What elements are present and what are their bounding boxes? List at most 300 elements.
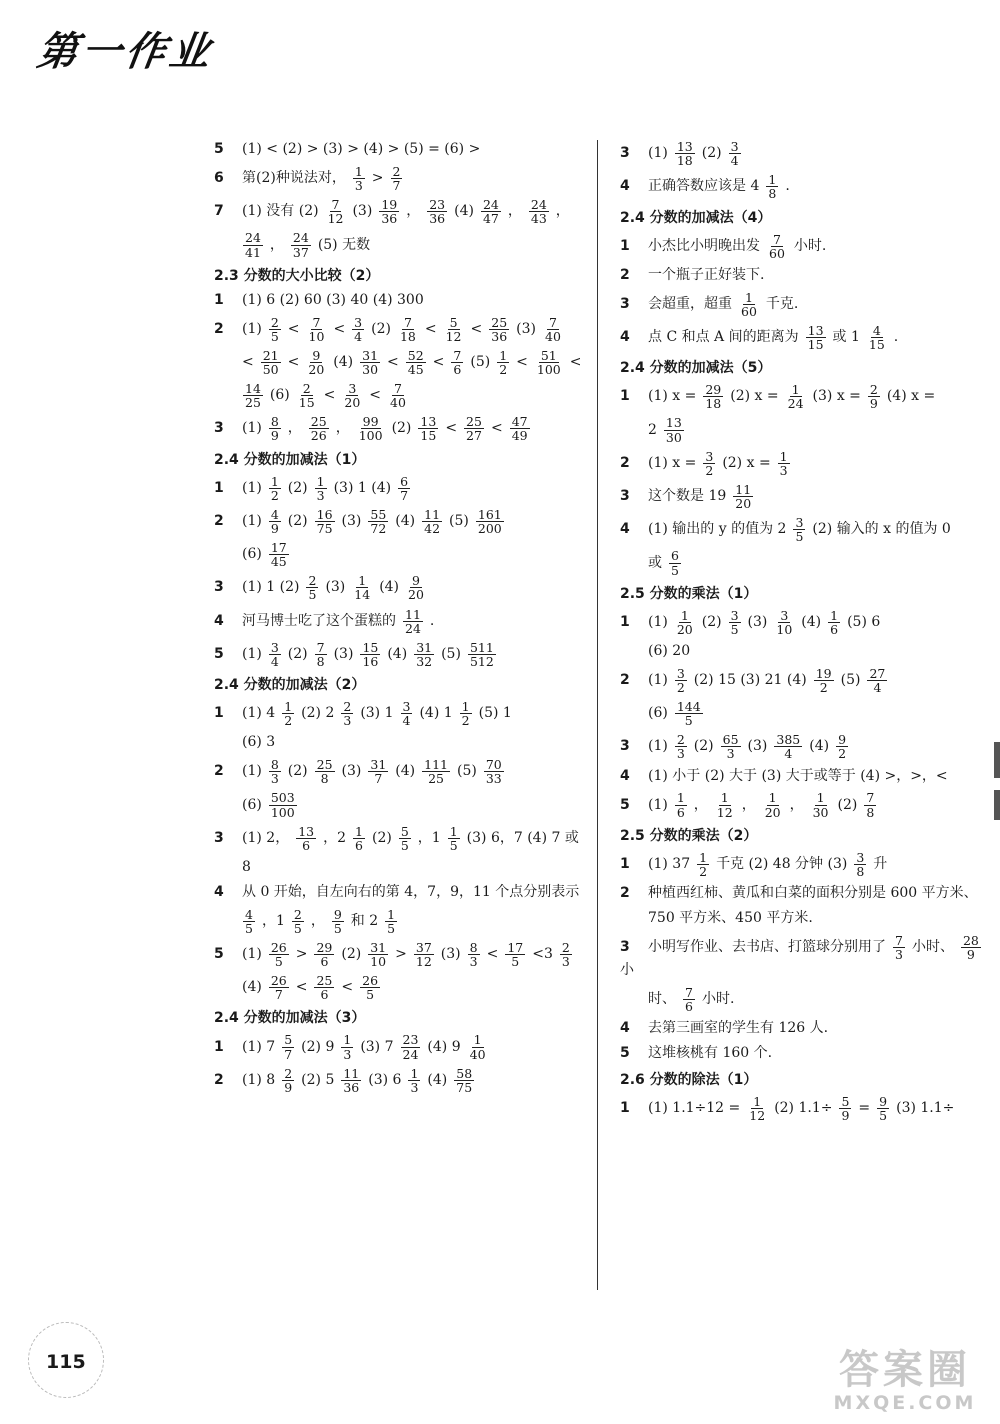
fraction-numerator: 3 bbox=[780, 607, 789, 623]
fraction-numerator: 3 bbox=[856, 849, 865, 865]
fraction-numerator: 23 bbox=[429, 197, 446, 213]
answer-text: < bbox=[569, 353, 582, 370]
answer-text: (6) 3 bbox=[242, 734, 276, 751]
fraction-numerator: 2 bbox=[284, 1065, 293, 1081]
fraction-denominator: 24 bbox=[787, 396, 804, 412]
question-number: 5 bbox=[214, 946, 224, 963]
answer-text: < bbox=[432, 353, 445, 370]
fraction bbox=[297, 382, 317, 409]
fraction-numerator: 1 bbox=[410, 1065, 419, 1081]
fraction-numerator: 8 bbox=[270, 757, 279, 773]
fraction bbox=[401, 700, 413, 727]
fraction-numerator: 1 bbox=[270, 473, 279, 489]
fraction bbox=[314, 941, 334, 968]
answer-text: (4) bbox=[395, 512, 416, 529]
section-heading: 2.5 分数的乘法（1） bbox=[620, 585, 758, 602]
fraction bbox=[739, 291, 759, 318]
fraction-denominator: 16 bbox=[362, 653, 379, 669]
fraction bbox=[543, 316, 563, 343]
answer-text: 正确答数应该是 4 bbox=[648, 178, 760, 195]
question-number: 4 bbox=[214, 612, 224, 629]
fraction-denominator: 20 bbox=[735, 496, 752, 512]
fraction-numerator: 1 bbox=[284, 699, 293, 715]
fraction-numerator: 65 bbox=[722, 732, 739, 748]
answer-continuation bbox=[620, 909, 990, 928]
section-heading: 2.4 分数的加减法（2） bbox=[214, 677, 366, 694]
answer-text: (2) x = bbox=[730, 388, 779, 405]
answer-text: (1) bbox=[242, 320, 262, 337]
answer-text: > bbox=[371, 170, 384, 187]
answer-item bbox=[214, 508, 586, 535]
fraction-denominator: 5 bbox=[293, 920, 302, 936]
answer-text: ， bbox=[406, 203, 421, 220]
answer-text: (1) 小于 (2) 大于 (3) 大于或等于 (4) >，>，< bbox=[648, 767, 948, 784]
fraction bbox=[269, 475, 281, 502]
answer-text: 或 1 bbox=[832, 329, 860, 346]
answer-item bbox=[620, 233, 990, 260]
answer-item bbox=[214, 198, 586, 225]
answer-column-right bbox=[620, 140, 990, 1128]
fraction bbox=[560, 941, 572, 968]
answer-text: ， bbox=[789, 796, 804, 813]
fraction-numerator: 26 bbox=[270, 973, 287, 989]
answer-text: (2) bbox=[701, 145, 722, 162]
fraction bbox=[398, 475, 410, 502]
fraction-numerator: 7 bbox=[316, 639, 325, 655]
fraction-numerator: 3 bbox=[402, 699, 411, 715]
answer-text: (4) bbox=[333, 353, 354, 370]
fraction bbox=[961, 934, 981, 961]
answer-text: < bbox=[333, 320, 346, 337]
question-number: 5 bbox=[620, 1044, 630, 1061]
answer-continuation bbox=[620, 549, 990, 576]
page-number: 115 bbox=[46, 1351, 86, 1373]
fraction-denominator: 30 bbox=[362, 361, 379, 377]
question-number: 3 bbox=[620, 145, 630, 162]
fraction-denominator: 9 bbox=[841, 1108, 850, 1123]
fraction-denominator: 100 bbox=[358, 428, 383, 444]
fraction bbox=[729, 609, 741, 636]
answer-continuation bbox=[620, 700, 990, 727]
fraction bbox=[243, 231, 263, 258]
fraction bbox=[675, 667, 687, 694]
fraction-numerator: 24 bbox=[530, 197, 547, 213]
answer-text: (3) bbox=[341, 763, 362, 780]
fraction-denominator: 5 bbox=[366, 987, 375, 1003]
fraction-denominator: 49 bbox=[511, 428, 528, 444]
answer-text: (2) bbox=[391, 420, 412, 437]
fraction bbox=[282, 1033, 294, 1060]
fraction bbox=[314, 974, 334, 1001]
fraction-denominator: 2 bbox=[499, 361, 508, 377]
fraction-numerator: 24 bbox=[292, 230, 309, 246]
fraction-denominator: 20 bbox=[344, 395, 361, 411]
fraction bbox=[683, 986, 695, 1013]
fraction-numerator: 9 bbox=[838, 732, 847, 748]
fraction-numerator: 1 bbox=[354, 163, 363, 179]
fraction-numerator: 27 bbox=[869, 665, 886, 681]
answer-text: (1) 8 bbox=[242, 1071, 276, 1088]
answer-item bbox=[214, 415, 586, 442]
answer-text: (4) bbox=[454, 203, 474, 220]
answer-text: (1) bbox=[648, 613, 668, 630]
fraction bbox=[721, 733, 741, 760]
answer-text: (6) bbox=[648, 705, 668, 722]
answer-text: < bbox=[445, 420, 458, 437]
answer-item bbox=[620, 173, 990, 200]
answer-item bbox=[214, 140, 586, 159]
question-number: 1 bbox=[620, 388, 630, 405]
answer-text: (1) bbox=[648, 145, 668, 162]
question-number: 2 bbox=[620, 266, 630, 283]
answer-item bbox=[214, 1033, 586, 1060]
answer-text: < bbox=[287, 353, 300, 370]
fraction-denominator: 25 bbox=[428, 771, 445, 787]
fraction bbox=[675, 609, 695, 636]
answer-text: (1) 输出的 y 的值为 2 bbox=[648, 521, 787, 538]
answer-text: < bbox=[323, 387, 336, 404]
fraction bbox=[282, 700, 294, 727]
fraction bbox=[269, 316, 281, 343]
question-number: 2 bbox=[214, 512, 224, 529]
answer-continuation bbox=[214, 974, 586, 1001]
fraction bbox=[269, 974, 289, 1001]
fraction-denominator: 3 bbox=[469, 954, 478, 970]
answer-text: <3 bbox=[532, 946, 553, 963]
fraction-numerator: 6 bbox=[671, 548, 679, 564]
answer-text: > bbox=[395, 946, 407, 963]
fraction-numerator: 2 bbox=[293, 906, 302, 922]
fraction bbox=[368, 508, 388, 535]
answer-text: (6) bbox=[242, 796, 262, 813]
answer-text: (3) 1 bbox=[360, 705, 394, 722]
answer-text: (2) bbox=[287, 479, 308, 496]
fraction-numerator: 99 bbox=[362, 414, 379, 430]
question-number: 1 bbox=[214, 705, 224, 722]
answer-text: 小时. bbox=[793, 237, 827, 254]
fraction bbox=[360, 349, 380, 376]
question-number: 4 bbox=[620, 767, 630, 784]
fraction-denominator: 100 bbox=[270, 804, 295, 820]
fraction bbox=[282, 1067, 294, 1094]
fraction bbox=[422, 508, 442, 535]
question-number: 3 bbox=[620, 938, 630, 955]
answer-text: (4) 9 bbox=[427, 1038, 461, 1055]
fraction-numerator: 7 bbox=[312, 314, 321, 330]
fraction-numerator: 1 bbox=[816, 790, 825, 806]
fraction bbox=[505, 941, 525, 968]
fraction-numerator: 3 bbox=[705, 448, 714, 464]
answer-continuation bbox=[214, 791, 586, 818]
fraction-numerator: 16 bbox=[316, 506, 333, 522]
answer-text: ，2 bbox=[323, 829, 347, 846]
fraction-numerator: 2 bbox=[302, 381, 311, 397]
fraction-numerator: 52 bbox=[407, 347, 424, 363]
fraction-numerator: 1 bbox=[768, 172, 777, 188]
fraction bbox=[379, 198, 399, 225]
fraction-denominator: 2 bbox=[705, 462, 714, 478]
answer-text: (1) bbox=[648, 796, 668, 813]
fraction-numerator: 31 bbox=[362, 347, 379, 363]
fraction-numerator: 11 bbox=[343, 1065, 360, 1081]
fraction-denominator: 5 bbox=[387, 920, 396, 936]
answer-text: (4) bbox=[801, 613, 822, 630]
fraction-numerator: 111 bbox=[424, 757, 448, 773]
fraction-numerator: 1 bbox=[473, 1032, 482, 1048]
fraction-numerator: 55 bbox=[370, 506, 387, 522]
fraction-numerator: 5 bbox=[841, 1093, 850, 1109]
fraction bbox=[715, 791, 735, 818]
fraction-denominator: 18 bbox=[399, 328, 416, 344]
answer-text: (5) bbox=[441, 645, 461, 662]
fraction bbox=[261, 349, 281, 376]
fraction-numerator: 1 bbox=[680, 607, 689, 623]
fraction bbox=[291, 231, 311, 258]
fraction-denominator: 32 bbox=[416, 653, 433, 669]
fraction-denominator: 3 bbox=[676, 746, 685, 762]
fraction-numerator: 29 bbox=[705, 382, 722, 398]
edge-tab-mark bbox=[994, 790, 1000, 820]
fraction-numerator: 1 bbox=[316, 473, 325, 489]
answer-text: (3) bbox=[440, 946, 461, 963]
fraction-denominator: 2 bbox=[676, 679, 685, 695]
answer-item bbox=[214, 608, 586, 635]
fraction bbox=[675, 140, 695, 167]
fraction bbox=[315, 475, 327, 502]
answer-text: (4) 1 bbox=[419, 705, 453, 722]
answer-text: (2) bbox=[341, 946, 362, 963]
fraction bbox=[484, 758, 504, 785]
fraction-denominator: 4 bbox=[784, 746, 793, 762]
answer-text: (1) 没有 (2) bbox=[242, 203, 319, 220]
fraction bbox=[269, 758, 281, 785]
answer-text: (4) bbox=[379, 579, 400, 596]
fraction-denominator: 9 bbox=[284, 1079, 293, 1095]
question-number: 2 bbox=[620, 454, 630, 471]
fraction-numerator: 1 bbox=[753, 1093, 762, 1109]
fraction bbox=[269, 415, 281, 442]
answer-text: (5) 1 bbox=[478, 705, 512, 722]
answer-text: (1) bbox=[242, 479, 262, 496]
fraction-denominator: 2 bbox=[270, 487, 279, 503]
fraction bbox=[326, 198, 346, 225]
answer-text: (3) bbox=[747, 613, 768, 630]
answer-continuation bbox=[214, 231, 586, 258]
fraction-denominator: 5 bbox=[684, 713, 693, 729]
answer-text: 点 C 和点 A 间的距离为 bbox=[648, 329, 799, 346]
fraction-denominator: 5 bbox=[511, 954, 520, 970]
answer-text: (4) bbox=[387, 645, 408, 662]
section-heading: 2.4 分数的加减法（3） bbox=[214, 1010, 366, 1027]
answer-text: 千克. bbox=[765, 295, 799, 312]
fraction-numerator: 1 bbox=[676, 790, 685, 806]
fraction-numerator: 2 bbox=[343, 699, 352, 715]
fraction bbox=[793, 516, 805, 543]
fraction-denominator: 3 bbox=[343, 713, 352, 729]
fraction-numerator: 58 bbox=[456, 1065, 473, 1081]
fraction-denominator: 60 bbox=[741, 303, 757, 319]
answer-text: < bbox=[490, 420, 503, 437]
answer-text: (3) 6 bbox=[368, 1071, 402, 1088]
fraction-numerator: 7 bbox=[403, 314, 412, 330]
answer-item bbox=[620, 609, 990, 636]
fraction bbox=[854, 851, 866, 878]
fraction bbox=[763, 791, 783, 818]
answer-text: 第(2)种说法对， bbox=[242, 170, 346, 187]
fraction bbox=[733, 483, 753, 510]
fraction-numerator: 5 bbox=[284, 1032, 293, 1048]
answer-continuation bbox=[214, 733, 586, 752]
fraction-denominator: 40 bbox=[390, 395, 406, 411]
fraction-denominator: 60 bbox=[769, 245, 785, 261]
fraction bbox=[341, 1067, 361, 1094]
fraction bbox=[408, 1067, 420, 1094]
fraction bbox=[296, 825, 316, 852]
answer-item bbox=[214, 1067, 586, 1094]
answer-item bbox=[214, 574, 586, 601]
answer-item bbox=[620, 324, 990, 351]
fraction-numerator: 2 bbox=[270, 314, 279, 330]
fraction-numerator: 3 bbox=[676, 665, 685, 681]
answer-text: 从 0 开始，自左向右的第 4，7，9，11 个点分别表示 bbox=[242, 883, 580, 900]
question-number: 4 bbox=[620, 178, 630, 195]
fraction-numerator: 4 bbox=[872, 322, 881, 338]
fraction-denominator: 2 bbox=[284, 713, 293, 729]
fraction-denominator: 4 bbox=[354, 328, 363, 344]
fraction-denominator: 7 bbox=[274, 987, 283, 1003]
fraction bbox=[468, 641, 496, 668]
fraction-numerator: 13 bbox=[676, 139, 693, 154]
answer-text: (3) 7 bbox=[360, 1038, 394, 1055]
fraction-denominator: 24 bbox=[402, 1046, 419, 1062]
fraction bbox=[269, 641, 281, 668]
fraction-denominator: 20 bbox=[676, 621, 693, 637]
fraction-denominator: 50 bbox=[262, 361, 279, 377]
fraction bbox=[766, 173, 778, 200]
answer-text: (2) bbox=[837, 796, 858, 813]
fraction-denominator: 30 bbox=[665, 429, 682, 445]
watermark-url: MXQE.COM bbox=[833, 1392, 977, 1414]
question-number: 1 bbox=[620, 613, 630, 630]
question-number: 5 bbox=[214, 645, 224, 662]
answer-item bbox=[214, 165, 586, 192]
answer-item bbox=[620, 450, 990, 477]
fraction-numerator: 19 bbox=[815, 665, 832, 681]
answer-text: (4) x = bbox=[886, 388, 936, 405]
fraction-numerator: 5 bbox=[449, 314, 458, 330]
fraction-denominator: 5 bbox=[671, 562, 679, 578]
answer-text: 河马博士吃了这个蛋糕的 bbox=[242, 612, 396, 629]
fraction-numerator: 4 bbox=[270, 506, 279, 522]
fraction-denominator: 5 bbox=[449, 837, 458, 853]
fraction bbox=[269, 791, 297, 818]
fraction-numerator: 26 bbox=[270, 939, 287, 955]
fraction-denominator: 6 bbox=[676, 804, 685, 820]
answer-text: < bbox=[387, 353, 399, 370]
fraction-numerator: 1 bbox=[791, 382, 800, 398]
section-heading: 2.4 分数的加减法（4） bbox=[620, 209, 772, 226]
fraction-denominator: 10 bbox=[776, 621, 793, 637]
fraction bbox=[269, 541, 289, 568]
answer-item bbox=[620, 767, 990, 786]
fraction-denominator: 75 bbox=[456, 1079, 473, 1095]
fraction-numerator: 21 bbox=[262, 347, 279, 363]
answer-text: (5) bbox=[449, 512, 469, 529]
fraction-numerator: 8 bbox=[469, 939, 478, 955]
answer-text: (2) 2 bbox=[301, 705, 335, 722]
answer-item bbox=[214, 641, 586, 668]
fraction-numerator: 7 bbox=[453, 347, 462, 363]
fraction bbox=[341, 1033, 353, 1060]
fraction-numerator: 3 bbox=[730, 607, 739, 623]
answer-text: (4) bbox=[395, 763, 416, 780]
fraction-denominator: 2 bbox=[461, 713, 470, 729]
fraction-denominator: 7 bbox=[284, 1046, 293, 1062]
fraction bbox=[307, 316, 327, 343]
fraction-numerator: 2 bbox=[561, 939, 570, 955]
fraction-denominator: 43 bbox=[530, 211, 547, 227]
fraction-denominator: 20 bbox=[764, 804, 781, 820]
fraction-numerator: 28 bbox=[962, 932, 979, 948]
fraction bbox=[836, 733, 848, 760]
question-number: 7 bbox=[214, 203, 224, 220]
answer-text: (3) bbox=[516, 320, 536, 337]
fraction-numerator: 1 bbox=[699, 849, 708, 865]
answer-continuation bbox=[214, 908, 586, 935]
fraction-denominator: 36 bbox=[381, 211, 398, 227]
fraction-denominator: 4 bbox=[402, 713, 411, 729]
question-number: 6 bbox=[214, 170, 224, 187]
question-number: 2 bbox=[214, 320, 224, 337]
fraction bbox=[867, 324, 887, 351]
fraction-denominator: 47 bbox=[482, 211, 499, 227]
answer-text: (2) x = bbox=[722, 454, 771, 471]
fraction-numerator: 2 bbox=[676, 732, 685, 748]
answer-text: 和 2 bbox=[350, 912, 379, 929]
fraction bbox=[315, 508, 335, 535]
fraction-numerator: 1 bbox=[720, 790, 729, 806]
answer-item bbox=[214, 758, 586, 785]
answer-item bbox=[620, 1095, 990, 1122]
brand-logo: 第一作业 bbox=[34, 29, 217, 75]
fraction bbox=[806, 324, 826, 351]
section-heading: 2.4 分数的加减法（1） bbox=[214, 451, 366, 468]
answer-text: < bbox=[369, 387, 382, 404]
fraction-denominator: 8 bbox=[856, 863, 865, 879]
fraction-denominator: 40 bbox=[469, 1046, 486, 1062]
answer-text: (3) bbox=[352, 203, 373, 220]
fraction bbox=[451, 349, 463, 376]
fraction-denominator: 18 bbox=[705, 396, 722, 412]
fraction bbox=[357, 415, 385, 442]
fraction-denominator: 3 bbox=[410, 1079, 419, 1095]
fraction-denominator: 26 bbox=[310, 428, 327, 444]
answer-text: (5) bbox=[470, 353, 491, 370]
fraction bbox=[406, 574, 426, 601]
fraction-denominator: 4 bbox=[730, 153, 739, 169]
answer-continuation bbox=[214, 858, 586, 877]
fraction bbox=[353, 825, 365, 852]
fraction-denominator: 3 bbox=[895, 946, 903, 962]
fraction bbox=[385, 908, 397, 935]
question-number: 2 bbox=[214, 1071, 224, 1088]
fraction-numerator: 1 bbox=[744, 289, 753, 305]
fraction-numerator: 503 bbox=[270, 790, 295, 806]
answer-item bbox=[620, 383, 990, 410]
fraction-denominator: 20 bbox=[308, 361, 325, 377]
fraction-numerator: 7 bbox=[394, 381, 402, 397]
fraction-denominator: 12 bbox=[415, 954, 432, 970]
